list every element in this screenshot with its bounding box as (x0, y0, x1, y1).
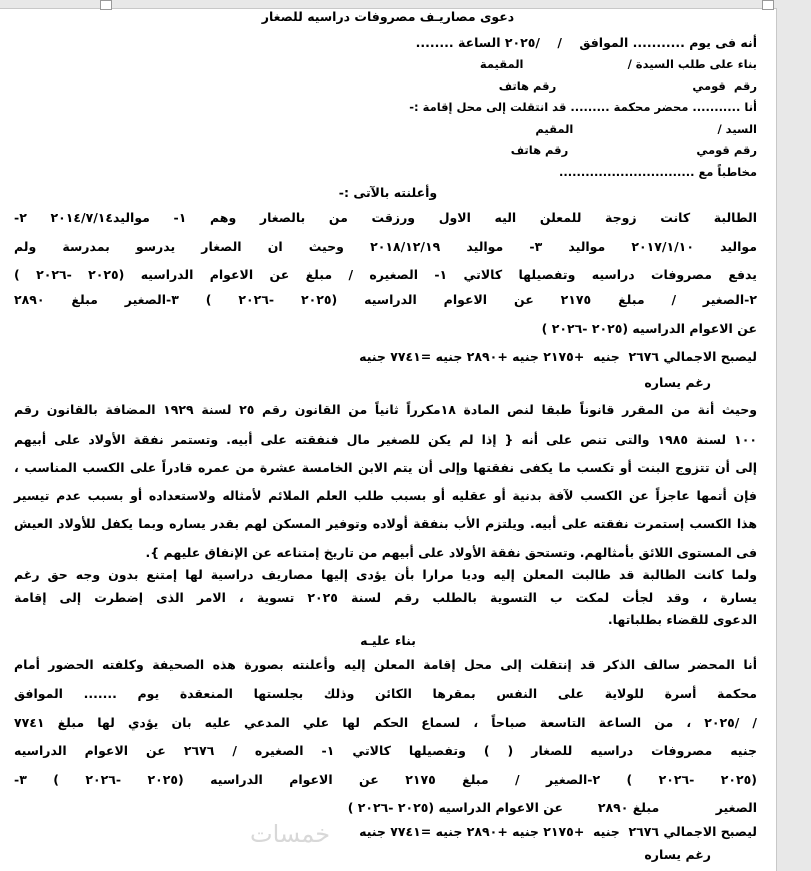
final-line: / /٢٠٢٥ ، من الساعة التاسعة صباحاً ، لسماع الحكم لها علي المدعي عليه بان يؤدي لها مبلغ ٧٧٤١ (14, 715, 757, 730)
demand-line: الدعوى للقضاء بطلباتها. (607, 612, 757, 627)
law-line: هذا الكسب إستمرت نفقته على أبيه. ويلتزم الأب بنفقة أولاده وتوفير المسكن لهم بقدر يساره وبما يكفل للأولاد العيش (14, 516, 757, 531)
facts-line: يدفع مصروفات دراسيه وتفصيلها كالاتي ١- الصغيره / مبلغ عن الاعوام الدراسيه (٢٠٢٥ -٢٠٢٦ ) (14, 267, 757, 282)
final-line: الصغير مبلغ ٢٨٩٠ عن الاعوام الدراسيه (٢٠٢٥ -٢٠٢٦ ) (347, 800, 757, 815)
final-line: جنيه مصروفات دراسيه للصغار ( ) وتفصيلها كالاتي ١- الصغيره / ٢٦٧٦ عن الاعوام الدراسيه (14, 743, 757, 758)
demand-line: ولما كانت الطالبة قد طالبت المعلن إليه وديا مرارا بأن يؤدى إليها مصاريف دراسية لها إمتنع بدون وجه حق رغم (14, 567, 757, 582)
header-line: بناء على طلب السيدة / المقيمة (479, 57, 757, 71)
facts-line: ٢-الصغير / مبلغ ٢١٧٥ عن الاعوام الدراسيه (٢٠٢٥ -٢٠٢٦ ) ٣-الصغير مبلغ ٢٨٩٠ (14, 292, 757, 307)
document-title: دعوى مصاريـف مصروفات دراسيه للصغار (261, 9, 515, 24)
based-heading: بناء عليـه (360, 633, 416, 648)
law-line: ١٠٠ لسنة ١٩٨٥ والتى تنص على أنه { إذا لم يكن للصغير مال فنفقته على أبيه. وتستمر نفقة الأولاد على أبيهم (14, 432, 757, 447)
header-line: أنه فى يوم ........... الموافق / /٢٠٢٥ الساعة ........ (415, 35, 757, 50)
final-line: أنا المحضر سالف الذكر قد إنتقلت إلى محل إقامة المعلن إليه وأعلنته بصورة هذه الصحيفة وكلفته الحضور أمام (14, 657, 757, 672)
demand-line: يسارة ، وقد لجأت لمكت ب التسوية بالطلب رقم لسنة ٢٠٢٥ تسوية ، الامر الذى إضطرت إلى إقامة (14, 590, 757, 605)
law-line: فى المستوى اللائق بأمثالهم. وتستحق نفقة الأولاد على أبيهم من تاريخ إمتناعه عن الإنفاق عليهم }. (145, 545, 757, 560)
header-line: أنا ........... محضر محكمة ......... قد انتقلت إلى محل إقامة :- (409, 100, 757, 114)
header-line: السيد / المقيم (535, 122, 757, 136)
watermark-logo: خمسات (250, 820, 331, 848)
facts-line: الطالبة كانت زوجة للمعلن اليه الاول ورزقت من بالصغار وهم ١- مواليد٢٠١٤/٧/١٤ ٢- (14, 210, 757, 225)
facts-despite: رغم يساره (644, 375, 711, 390)
header-line: مخاطباً مع ............................... (559, 165, 757, 179)
law-line: وحيث أنة من المقرر قانوناً طبقا لنص المادة ١٨مكرراً ثانياً من القانون رقم ٢٥ لسنة ١٩٢٩ المضافة بالقانون رقم (14, 402, 757, 417)
announce-heading: وأعلنته بالآتى :- (338, 185, 438, 200)
final-total: ليصبح الاجمالي ٢٦٧٦ جنيه +٢١٧٥ جنيه +٢٨٩٠ جنيه =٧٧٤١ جنيه (359, 824, 757, 839)
law-line: إلى أن تتزوج البنت أو تكسب ما يكفى نفقتها وإلى أن يتم الابن الخامسة عشرة من عمره قادراً على الكسب المناسب ، (14, 460, 757, 475)
facts-line: مواليد ٢٠١٧/١/١٠ مواليد ٣- مواليد ٢٠١٨/١٢/١٩ وحيث ان الصغار يدرسو بمدرسة ولم (14, 239, 757, 254)
final-line: (٢٠٢٥ -٢٠٢٦ ) ٢-الصغير / مبلغ ٢١٧٥ عن الاعوام الدراسيه (٢٠٢٥ -٢٠٢٦ ) ٣- (14, 772, 757, 787)
facts-total: ليصبح الاجمالي ٢٦٧٦ جنيه +٢١٧٥ جنيه +٢٨٩٠ جنيه =٧٧٤١ جنيه (359, 349, 757, 364)
final-despite: رغم يساره (644, 847, 711, 862)
final-line: محكمة أسرة للولاية على النفس بمقرها الكائن وذلك بجلستها المنعقدة يوم ....... الموافق (14, 686, 757, 701)
law-line: فإن أتمها عاجزاً عن الكسب لآفة بدنية أو عقليه أو بسبب طلب العلم الملائم لأمثاله ولاستعداده أو بسبب عدم تيسير (14, 488, 757, 503)
facts-years: عن الاعوام الدراسيه (٢٠٢٥ -٢٠٢٦ ) (541, 321, 757, 336)
header-line: رقم قومي رقم هاتف (498, 79, 757, 93)
header-line: رقم قومي رقم هاتف (510, 143, 757, 157)
